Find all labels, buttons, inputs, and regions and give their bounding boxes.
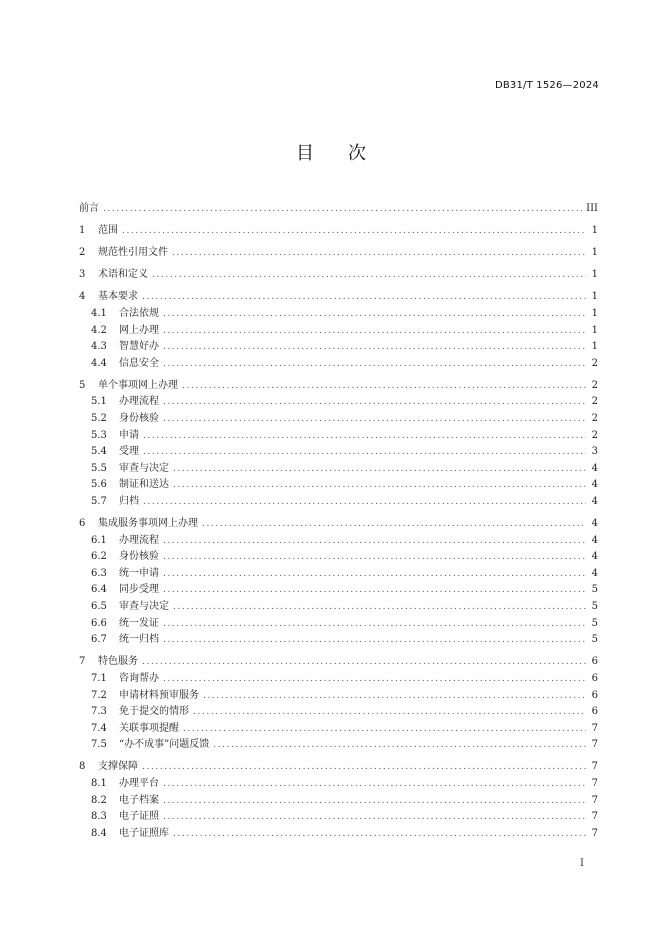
toc-entry[interactable]: [79, 289, 598, 306]
toc-entry[interactable]: [79, 201, 598, 218]
toc-entry-page: 1: [591, 307, 598, 319]
toc-entry-number: 7.1: [91, 672, 107, 684]
toc-dot-leader: [172, 245, 586, 262]
toc-entry[interactable]: [79, 428, 598, 445]
toc-entry-number: 4.1: [91, 307, 107, 319]
toc-entry-number: 5: [79, 379, 86, 391]
toc-entry-page: 4: [591, 496, 598, 507]
toc-entry[interactable]: [79, 245, 598, 262]
toc-dot-leader: [143, 444, 586, 461]
toc-entry-label: 基本要求: [98, 291, 138, 303]
toc-dot-leader: [173, 826, 586, 843]
toc-dot-leader: [163, 533, 586, 550]
toc-entry-label: 信息安全: [119, 357, 159, 369]
toc-entry-label: 申请材料预审服务: [119, 689, 199, 701]
toc-entry-page: 4: [591, 479, 598, 491]
toc-entry-label: 网上办理: [119, 324, 159, 336]
toc-entry-number: 8: [79, 761, 86, 773]
toc-entry-page: 1: [591, 341, 598, 353]
toc-dot-leader: [163, 549, 586, 566]
toc-entry-number: 7.4: [91, 722, 107, 734]
toc-entry[interactable]: [79, 306, 598, 323]
toc-dot-leader: [163, 582, 586, 599]
toc-entry-number: 5.3: [91, 429, 107, 441]
toc-dot-leader: [173, 599, 586, 616]
toc-entry-label: 身份核验: [119, 413, 159, 425]
toc-entry[interactable]: [79, 356, 598, 373]
toc-entry-label: 统一发证: [119, 617, 159, 629]
toc-entry-page: 1: [591, 291, 598, 303]
toc-entry-page: 6: [591, 706, 598, 718]
toc-entry-label: 智慧好办: [119, 341, 159, 353]
toc-entry-number: 8.1: [91, 778, 107, 789]
toc-entry-page: 4: [591, 462, 598, 474]
toc-entry[interactable]: [79, 394, 598, 411]
toc-entry[interactable]: [79, 461, 598, 478]
toc-dot-leader: [163, 394, 586, 411]
toc-entry[interactable]: [79, 444, 598, 461]
toc-entry-label: 申请: [119, 429, 139, 441]
toc-entry-page: 7: [591, 722, 598, 734]
toc-entry-label: 电子档案: [119, 794, 159, 806]
toc-entry-number: 5.2: [91, 413, 107, 425]
title-char-1: 目: [296, 143, 314, 164]
toc-entry-label: 咨询帮办: [119, 672, 159, 684]
page-number: [0, 858, 662, 869]
toc-entry-number: 8.4: [91, 827, 107, 839]
toc-entry-page: 2: [591, 357, 598, 369]
toc-entry-number: 2: [79, 247, 86, 259]
toc-entry-label: 办理流程: [119, 534, 159, 546]
toc-dot-leader: [163, 306, 586, 323]
toc-dot-leader: [163, 632, 586, 649]
toc-entry-label: 合法依规: [119, 307, 159, 319]
toc-entry-label: 审查与决定: [119, 601, 169, 613]
toc-entry-number: 6.1: [91, 534, 107, 546]
toc-entry-label: 办理流程: [119, 396, 159, 408]
toc-entry-label: “办不成事”问题反馈: [119, 739, 210, 751]
toc-entry-number: 7: [79, 656, 86, 668]
toc-entry-number: 7.5: [91, 739, 107, 751]
toc-entry-label: 前言: [79, 203, 99, 214]
toc-entry[interactable]: [79, 654, 598, 671]
toc-entry-number: 4.4: [91, 357, 107, 369]
toc-entry-number: 8.3: [91, 811, 107, 823]
toc-entry-page: 7: [591, 811, 598, 823]
toc-entry-page: 7: [591, 778, 598, 789]
toc-entry-number: 7.2: [91, 689, 107, 701]
toc-dot-leader: [163, 776, 586, 793]
toc-dot-leader: [213, 737, 586, 754]
toc-dot-leader: [142, 289, 586, 306]
toc-dot-leader: [182, 378, 586, 395]
toc-dot-leader: [163, 411, 586, 428]
toc-entry[interactable]: [79, 632, 598, 649]
toc-dot-leader: [103, 201, 582, 218]
toc-entry[interactable]: [79, 533, 598, 550]
toc-dot-leader: [163, 616, 586, 633]
document-code: DB31/T 1526—2024: [494, 80, 599, 91]
toc-entry[interactable]: [79, 688, 598, 705]
toc-dot-leader: [143, 494, 586, 511]
toc-entry[interactable]: [79, 549, 598, 566]
toc-entry-number: 5.5: [91, 462, 107, 474]
toc-dot-leader: [173, 477, 586, 494]
toc-entry[interactable]: [79, 759, 598, 776]
toc-entry-page: 5: [591, 584, 598, 596]
toc-entry-label: 特色服务: [98, 656, 138, 668]
toc-entry-label: 单个事项网上办理: [98, 379, 178, 391]
toc-entry-number: 6.6: [91, 617, 107, 629]
toc-entry[interactable]: [79, 411, 598, 428]
toc-entry[interactable]: [79, 809, 598, 826]
toc-entry-number: 6.3: [91, 567, 107, 579]
toc-entry-page: 6: [591, 672, 598, 684]
toc-entry-page: 2: [591, 379, 598, 391]
toc-entry-page: 2: [591, 413, 598, 425]
toc-entry[interactable]: [79, 599, 598, 616]
toc-entry-page: 5: [591, 634, 598, 646]
toc-dot-leader: [193, 704, 586, 721]
toc-entry-page: 7: [591, 794, 598, 806]
toc-entry-number: 6.4: [91, 584, 107, 596]
toc-dot-leader: [163, 323, 586, 340]
toc-dot-leader: [143, 428, 586, 445]
toc-entry[interactable]: [79, 737, 598, 754]
toc-dot-leader: [163, 566, 586, 583]
toc-dot-leader: [163, 671, 586, 688]
toc-dot-leader: [203, 688, 586, 705]
toc-entry-label: 受理: [119, 446, 139, 458]
toc-entry-label: 统一归档: [119, 634, 159, 646]
toc-entry[interactable]: [79, 223, 598, 240]
toc-entry-number: 6.5: [91, 601, 107, 613]
toc-entry[interactable]: [79, 826, 598, 843]
toc-dot-leader: [163, 793, 586, 810]
toc-entry-label: 审查与决定: [119, 462, 169, 474]
toc-dot-leader: [142, 654, 586, 671]
toc-entry-number: 6.2: [91, 551, 107, 563]
toc-entry-number: 5.6: [91, 479, 107, 491]
page-title: [0, 139, 662, 165]
toc-dot-leader: [163, 809, 586, 826]
toc-entry[interactable]: [79, 477, 598, 494]
toc-entry-label: 制证和送达: [119, 479, 169, 491]
toc-entry-label: 术语和定义: [98, 269, 148, 281]
toc-entry-page: 6: [591, 689, 598, 701]
toc-entry[interactable]: [79, 776, 598, 793]
toc-entry-number: 7.3: [91, 706, 107, 718]
toc-entry[interactable]: [79, 616, 598, 633]
toc-dot-leader: [163, 356, 586, 373]
toc-entry-label: 统一申请: [119, 567, 159, 579]
toc-entry-page: 1: [591, 247, 598, 259]
toc-dot-leader: [142, 759, 586, 776]
toc-entry[interactable]: [79, 721, 598, 738]
toc-entry-label: 关联事项提醒: [119, 722, 179, 734]
toc-entry-label: 归档: [119, 496, 139, 507]
toc-entry[interactable]: [79, 494, 598, 511]
toc-entry[interactable]: [79, 323, 598, 340]
toc-entry-number: 4: [79, 291, 86, 303]
toc-dot-leader: [202, 516, 586, 533]
toc-dot-leader: [122, 223, 586, 240]
toc-entry[interactable]: [79, 339, 598, 356]
toc-entry[interactable]: [79, 378, 598, 395]
title-char-2: 次: [348, 143, 366, 164]
toc-entry-label: 免于提交的情形: [119, 706, 189, 718]
toc-entry-number: 6: [79, 518, 86, 530]
toc-entry-page: 2: [591, 429, 598, 441]
toc-entry-page: 1: [591, 324, 598, 336]
toc-entry-number: 5.1: [91, 396, 107, 408]
toc-entry-page: 5: [591, 601, 598, 613]
toc-entry-page: 7: [591, 739, 598, 751]
toc-entry-number: 5.4: [91, 446, 107, 458]
toc-entry-page: 1: [591, 225, 598, 237]
toc-entry-number: 6.7: [91, 634, 107, 646]
table-of-contents: [79, 201, 598, 842]
toc-entry-page: 4: [591, 567, 598, 579]
toc-entry-label: 电子证照: [119, 811, 159, 823]
toc-entry-page: 6: [591, 656, 598, 668]
toc-entry-number: 8.2: [91, 794, 107, 806]
toc-entry-label: 电子证照库: [119, 827, 169, 839]
toc-dot-leader: [183, 721, 586, 738]
toc-dot-leader: [152, 267, 586, 284]
toc-entry-page: 1: [591, 269, 598, 281]
toc-entry[interactable]: [79, 566, 598, 583]
toc-entry-number: 5.7: [91, 496, 107, 507]
toc-entry-label: 规范性引用文件: [98, 247, 168, 259]
toc-entry-page: 2: [591, 396, 598, 408]
toc-entry[interactable]: [79, 516, 598, 533]
toc-entry-number: 1: [79, 225, 86, 237]
toc-entry-page: 7: [591, 761, 598, 773]
toc-entry[interactable]: [79, 582, 598, 599]
toc-entry-page: III: [586, 203, 598, 214]
toc-entry-page: 7: [591, 827, 598, 839]
toc-entry-page: 5: [591, 617, 598, 629]
toc-entry-label: 集成服务事项网上办理: [98, 518, 198, 530]
toc-entry-number: 3: [79, 269, 86, 281]
toc-entry-label: 同步受理: [119, 584, 159, 596]
toc-entry-page: 4: [591, 518, 598, 530]
toc-entry-label: 支撑保障: [98, 761, 138, 773]
toc-entry-page: 4: [591, 534, 598, 546]
page-number-text: I: [580, 858, 584, 869]
toc-entry[interactable]: [79, 671, 598, 688]
toc-entry-number: 4.3: [91, 341, 107, 353]
toc-entry-page: 3: [591, 446, 598, 458]
toc-entry[interactable]: [79, 704, 598, 721]
toc-entry[interactable]: [79, 793, 598, 810]
toc-entry-number: 4.2: [91, 324, 107, 336]
toc-entry-label: 办理平台: [119, 778, 159, 789]
toc-entry[interactable]: [79, 267, 598, 284]
toc-entry-page: 4: [591, 551, 598, 563]
toc-dot-leader: [163, 339, 586, 356]
toc-entry-label: 范围: [98, 225, 118, 237]
toc-dot-leader: [173, 461, 586, 478]
toc-entry-label: 身份核验: [119, 551, 159, 563]
